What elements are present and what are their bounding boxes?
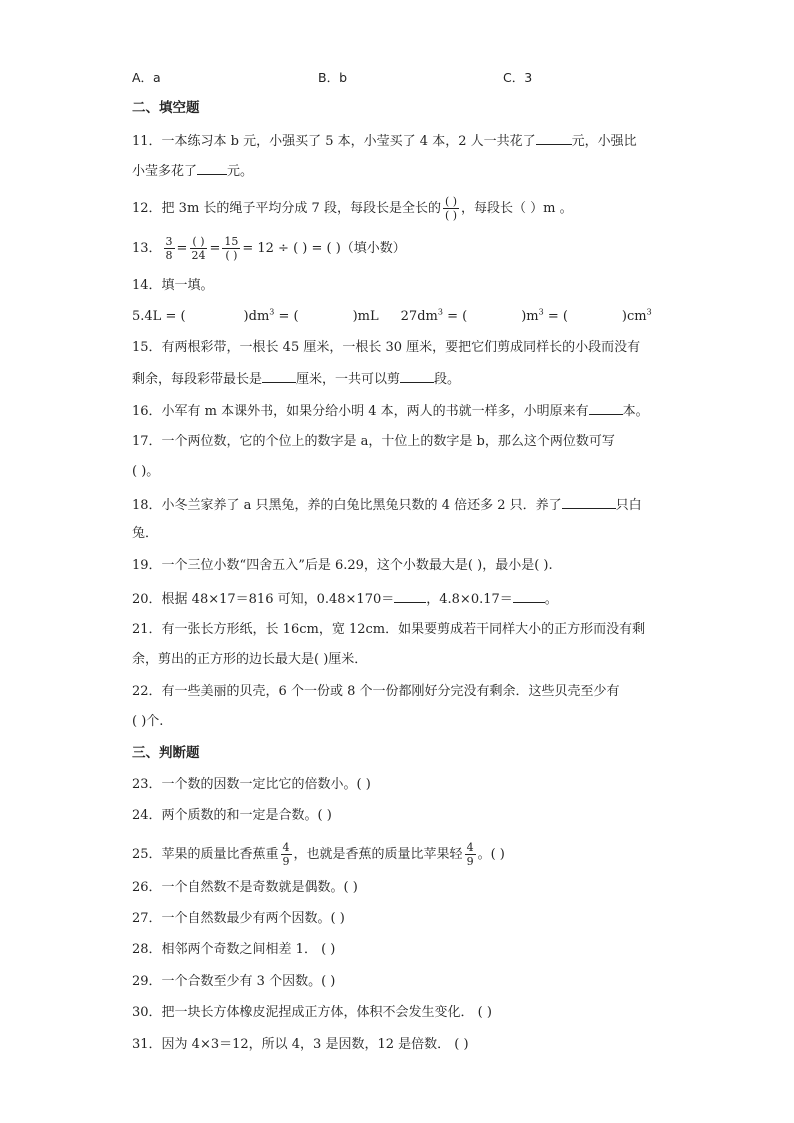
fraction: $\frac{4}{9}$ — [466, 841, 474, 868]
question-16: 16．小军有 m 本课外书，如果分给小明 4 本，两人的书就一样多，小明原来有 本。 — [132, 401, 649, 421]
fraction: $\frac{3}{8}$ — [165, 235, 173, 262]
question-22-line-2: ( )个. — [132, 714, 164, 729]
question-12: 12．把 3m 长的绳子平均分成 7 段，每段长是全长的 $\frac{( )}{( )}$ ，每段长（ ）m 。 — [132, 195, 573, 222]
question-25: 25．苹果的质量比香蕉重 $\frac{4}{9}$ ，也就是香蕉的质量比苹果轻 $\frac{4}{9}$ 。( ) — [132, 841, 505, 868]
question-27: 27．一个自然数最少有两个因数。( ) — [132, 911, 345, 926]
option-b: B．b — [318, 70, 348, 85]
question-19: 19．一个三位小数“四舍五入”后是 6.29，这个小数最大是( )，最小是( ). — [132, 558, 553, 573]
question-29: 29．一个合数至少有 3 个因数。( ) — [132, 974, 336, 989]
question-13: 13． $\frac{3}{8}$ = $\frac{( )}{24}$ = $\frac{15}{( )}$ = 12 ÷ ( ) = ( )（填小数） — [132, 235, 406, 262]
fraction: $\frac{4}{9}$ — [282, 841, 290, 868]
fraction: $\frac{( )}{( )}$ — [444, 195, 458, 222]
question-14-title: 14．填一填。 — [132, 278, 214, 293]
question-15: 15．有两根彩带，一根长 45 厘米，一根长 30 厘米，要把它们剪成同样长的小段而没有 — [132, 340, 641, 355]
question-22: 22．有一些美丽的贝壳，6 个一份或 8 个一份都刚好分完没有剩余．这些贝壳至少有 — [132, 684, 620, 699]
fraction: $\frac{( )}{24}$ — [191, 235, 206, 262]
question-30: 30．把一块长方体橡皮泥捏成正方体，体积不会发生变化． ( ) — [132, 1005, 492, 1020]
question-18-line-2: 兔． — [132, 526, 159, 541]
answer-blank — [262, 369, 296, 383]
question-11-line-2: 小莹多花了 元。 — [132, 161, 253, 181]
answer-blank — [400, 369, 434, 383]
question-31: 31．因为 4×3＝12，所以 4，3 是因数，12 是倍数． ( ) — [132, 1037, 469, 1052]
option-a: A．a — [132, 70, 161, 85]
question-26: 26．一个自然数不是奇数就是偶数。( ) — [132, 880, 358, 895]
question-21-line-2: 余，剪出的正方形的边长最大是( )厘米． — [132, 652, 368, 667]
question-14-conversions: 5.4L = ( )$dm^3$ = ( )mL $27dm^3$ = ( )$m^3$ = ( )$cm^3$ — [132, 307, 652, 324]
fraction: $\frac{15}{( )}$ — [224, 235, 239, 262]
question-11: 11．一本练习本 b 元，小强买了 5 本，小莹买了 4 本，2 人一共花了 元，小强比 — [132, 131, 637, 151]
option-c: C．3 — [503, 70, 533, 85]
question-21: 21．有一张长方形纸，长 16cm，宽 12cm．如果要剪成若干同样大小的正方形而没有剩 — [132, 622, 646, 637]
question-15-line-2: 剩余，每段彩带最长是 厘米，一共可以剪 段。 — [132, 369, 460, 389]
answer-blank — [589, 401, 623, 415]
answer-blank — [197, 161, 227, 175]
question-20: 20．根据 48×17＝816 可知，0.48×170＝ ，4.8×0.17＝ 。 — [132, 589, 558, 609]
question-28: 28．相邻两个奇数之间相差 1． ( ) — [132, 942, 336, 957]
question-17-line-2: ( )。 — [132, 464, 160, 479]
question-18: 18．小冬兰家养了 a 只黑兔，养的白兔比黑兔只数的 4 倍还多 2 只．养了 只白 — [132, 495, 642, 515]
section-heading-fill: 二、填空题 — [132, 100, 200, 116]
question-24: 24．两个质数的和一定是合数。( ) — [132, 808, 332, 823]
answer-blank — [394, 589, 426, 603]
answer-blank — [513, 589, 545, 603]
question-23: 23．一个数的因数一定比它的倍数小。( ) — [132, 777, 371, 792]
answer-blank — [562, 495, 616, 509]
question-17: 17．一个两位数，它的个位上的数字是 a，十位上的数字是 b，那么这个两位数可写 — [132, 434, 615, 449]
section-heading-judge: 三、判断题 — [132, 745, 200, 761]
answer-blank — [536, 131, 572, 145]
